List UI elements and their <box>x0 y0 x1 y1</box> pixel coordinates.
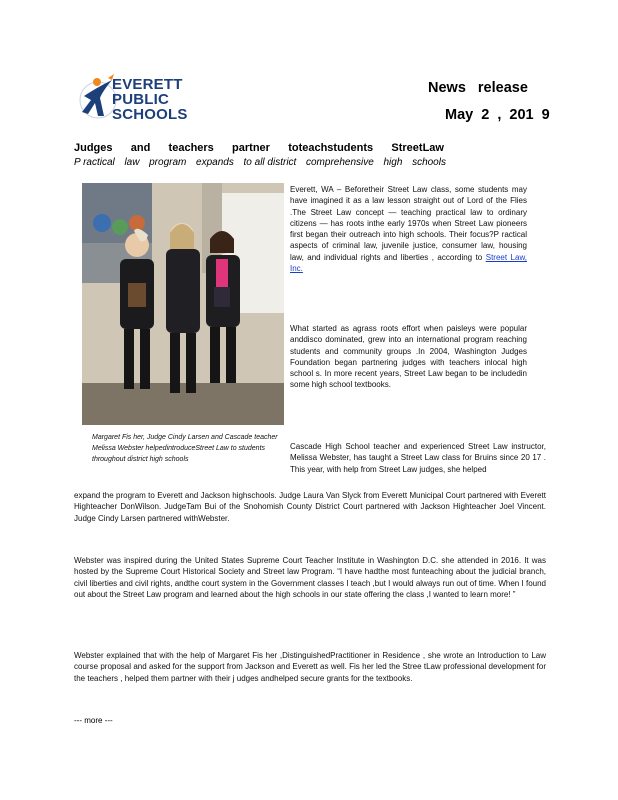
headline-word: toteachstudents <box>288 142 374 154</box>
paragraph-4: Webster was inspired during the United States Supreme Court Teacher Institute in Washington D.C. she attended in 2016. It was hosted by the Supreme Court Historical Society and Street law Program. “I have hadthe most funteaching about the judicial branch, civil liberties and civil rights, andthe court system in the Government classes I teach ,but I would always run out of time. When I found out about the Street Law program and learned about the high schools in our state offering the class ,I wanted to learn more! ” <box>74 556 546 599</box>
street-law-link[interactable]: Street Law, Inc. <box>290 252 527 274</box>
headline-word: Judges <box>74 142 113 154</box>
headline-word: StreetLaw <box>391 142 444 154</box>
more-indicator: --- more --- <box>74 716 113 725</box>
headline <box>74 142 444 154</box>
subheadline-word: schools <box>412 157 446 168</box>
paragraph-3-bottom: expand the program to Everett and Jackson highschools. Judge Laura Van Slyck from Everett Municipal Court partnered with Everett Highteacher DonWilson. JudgeTam Bui of the Snohomish County District Court partnered with Jackson Highteacher Joel Vincent. Judge Cindy Larsen partnered withWebster. <box>74 491 546 523</box>
subheadline-word: comprehensive <box>306 157 374 168</box>
headline-word: partner <box>232 142 270 154</box>
subheadline <box>74 157 446 168</box>
district-logo <box>78 70 208 128</box>
subheadline-word: law <box>124 157 140 168</box>
subheadline-word: expands <box>196 157 234 168</box>
photo-illustration <box>82 183 284 425</box>
subheadline-word: to all district <box>243 157 297 168</box>
headline-word: and <box>130 142 151 154</box>
release-date: May 2 , 201 9 <box>445 107 550 123</box>
photo-caption: Margaret Fis her, Judge Cindy Larsen and Cascade teacher Melissa Webster helpedintroduceStreet Law to students throughout district high schools <box>92 434 278 463</box>
subheadline-word: program <box>149 157 187 168</box>
headline-word: teachers <box>168 142 214 154</box>
paragraph-1 <box>290 184 527 274</box>
paragraph-2: What started as agrass roots effort when paisleys were popular anddisco dominated, grew into an international program reaching students and community groups .In 2004, Washington Judges Foundation began partnering judges with teachers inlocal high school s. In more recent years, Street Law began to be includedin some high school textbooks. <box>290 324 527 390</box>
paragraph-5: Webster explained that with the help of Margaret Fis her ,DistinguishedPractitioner in Residence , she wrote an Introduction to Law course proposal and asked for the support from Jackson and Everett as well. Fis her led the Stree tLaw professional development for the teachers , helped them partner with their j udges andhelped secure grants for the textbooks. <box>74 651 546 683</box>
paragraph-1-text: Everett, WA – Beforetheir Street Law class, some students may have imagined it as a law lesson straight out of Lord of the Flies .The Street Law concept — teaching practical law to ordinary citizens — has roots inthe early 1970s when Street Law pioneers first began their outreach into high schools. Their focus?P ractical aspects of criminal law, juvenile justice, consumer law, housing law, and individual rights and liberties , according to <box>290 185 527 262</box>
logo-wordmark <box>112 77 188 122</box>
logo-line-2: PUBLIC <box>112 91 170 108</box>
logo-line-3: SCHOOLS <box>112 106 188 123</box>
subheadline-word: P ractical <box>74 157 115 168</box>
logo-line-1: EVERETT <box>112 76 183 93</box>
classroom-photo <box>82 183 284 425</box>
paragraph-3-top: Cascade High School teacher and experienced Street Law instructor, Melissa Webster, has taught a Street Law class for Bruins since 20 17 . This year, with help from Street Law judges, she helped <box>290 442 546 474</box>
subheadline-word: high <box>383 157 403 168</box>
news-release-label: News release <box>428 80 528 96</box>
